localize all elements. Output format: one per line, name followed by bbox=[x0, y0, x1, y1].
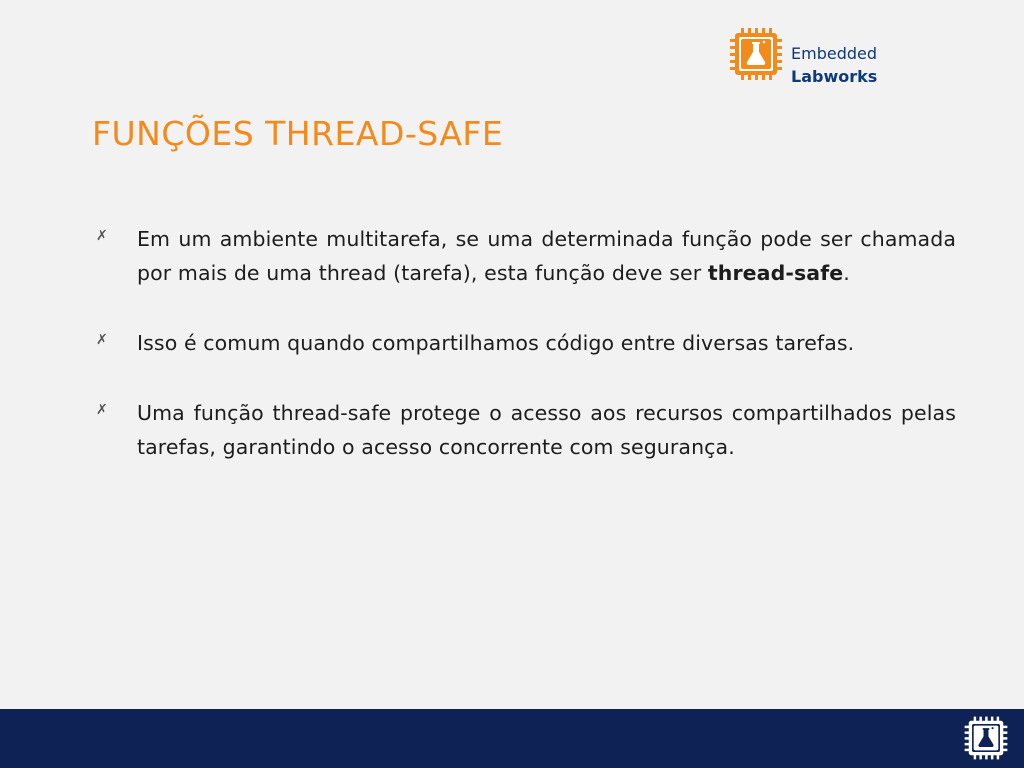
bullet-item bbox=[96, 326, 956, 360]
bullet-text: Isso é comum quando compartilhamos código entre diversas tarefas. bbox=[137, 331, 855, 355]
bullet-item bbox=[96, 396, 956, 464]
bullet-text-part: Em um ambiente multitarefa, se uma determinada função pode ser chamada por mais de uma thread (tarefa), esta função deve ser bbox=[137, 227, 956, 285]
bullet-item bbox=[96, 222, 956, 290]
bullet-bold-term: thread-safe bbox=[707, 261, 844, 285]
logo-text bbox=[791, 42, 877, 88]
bullet-list bbox=[96, 222, 956, 500]
logo-line-1: Embedded bbox=[791, 44, 878, 63]
logo-line-2: Labworks bbox=[791, 67, 878, 86]
slide-title: FUNÇÕES THREAD-SAFE bbox=[92, 114, 504, 153]
bullet-text bbox=[137, 222, 956, 290]
footer-bar bbox=[0, 709, 1024, 768]
chip-flask-icon bbox=[728, 26, 784, 82]
bullet-marker-icon: ✗ bbox=[96, 332, 108, 348]
bullet-text-part: . bbox=[843, 261, 850, 285]
bullet-text: Uma função thread-safe protege o acesso aos recursos compartilhados pelas tarefas, garantindo o acesso concorrente com segurança. bbox=[137, 401, 956, 459]
embedded-labworks-logo bbox=[728, 26, 888, 84]
bullet-marker-icon: ✗ bbox=[96, 402, 108, 418]
bullet-marker-icon: ✗ bbox=[96, 228, 108, 244]
chip-flask-icon bbox=[963, 715, 1009, 761]
